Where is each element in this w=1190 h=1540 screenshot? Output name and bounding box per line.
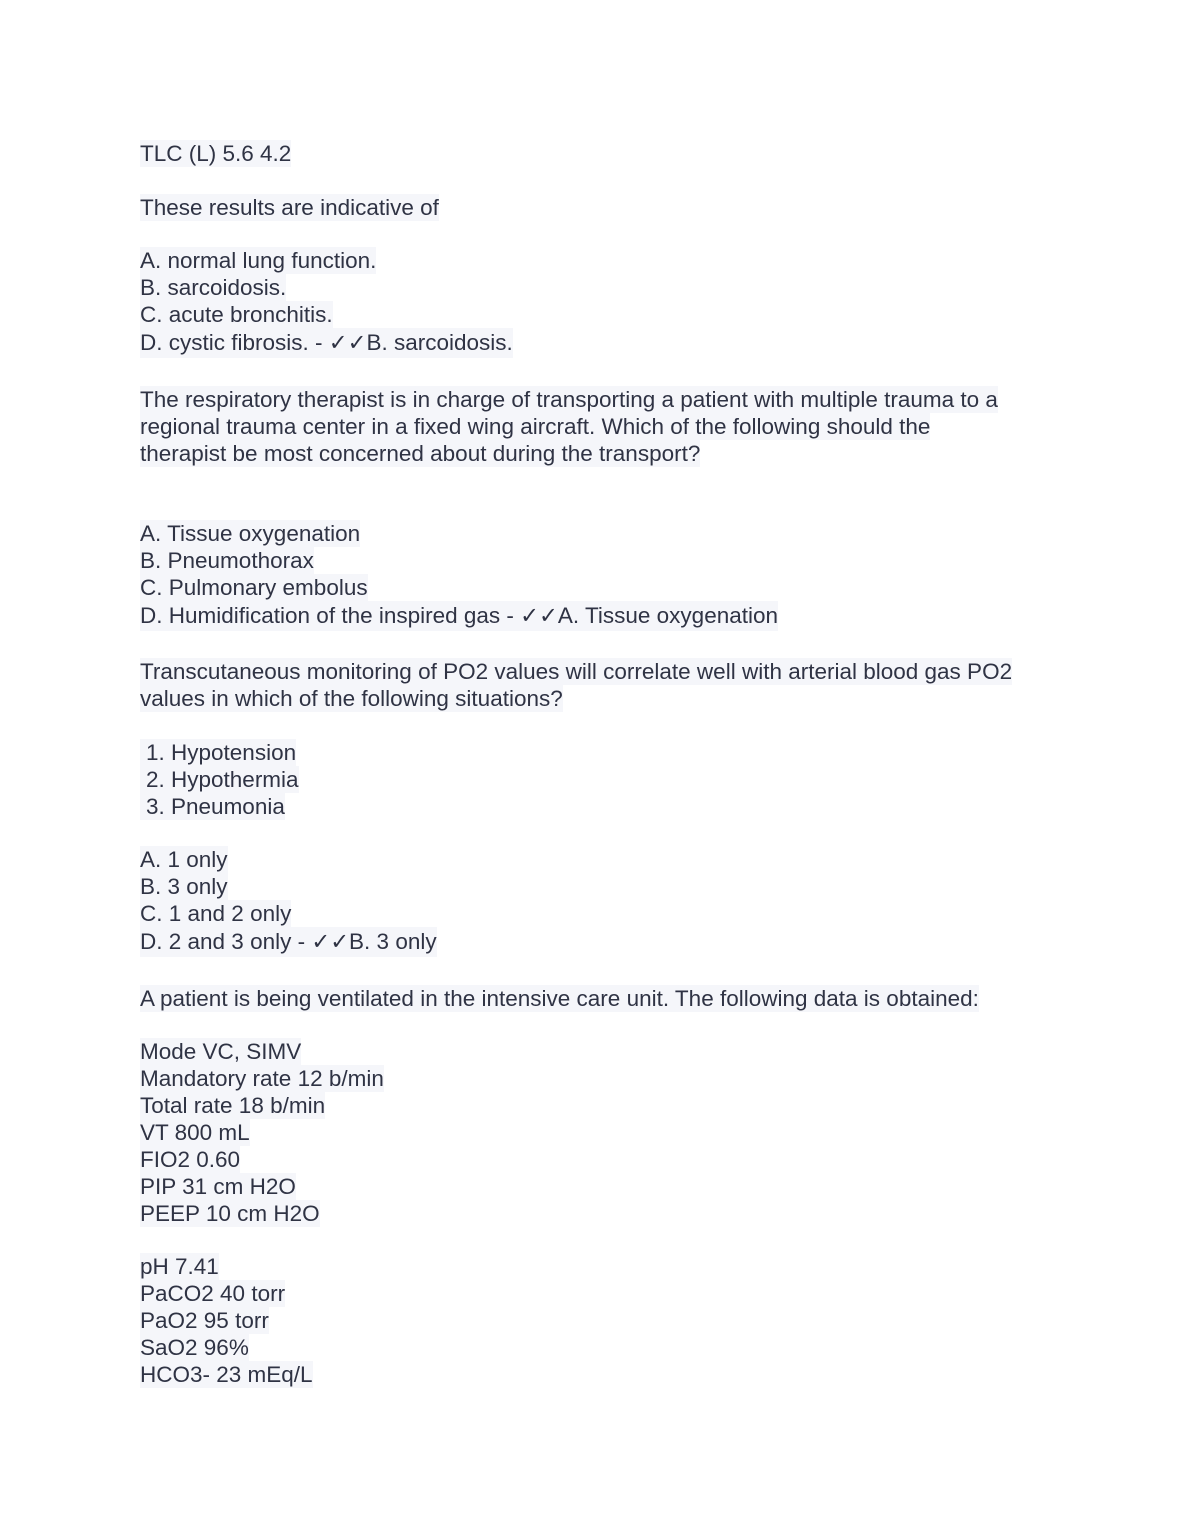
q3-numbered-item: 1. Hypotension [140,739,296,766]
q2-stem [140,386,998,467]
q4-ventilator-settings [140,1038,384,1227]
abg-sao2: SaO2 96% [140,1335,249,1360]
q3-stem-line: values in which of the following situations? [140,686,563,711]
q3-option-d-answer: D. 2 and 3 only - ✓✓B. 3 only [140,927,437,957]
setting-pip: PIP 31 cm H2O [140,1174,296,1199]
q4-abg-results [140,1253,313,1388]
q2-option-b: B. Pneumothorax [140,548,314,573]
header-line: TLC (L) 5.6 4.2 [140,141,292,166]
q3-option-c: C. 1 and 2 only [140,901,292,926]
q2-options [140,520,778,631]
q3-stem [140,658,1012,712]
setting-peep: PEEP 10 cm H2O [140,1201,320,1226]
setting-mandatory-rate: Mandatory rate 12 b/min [140,1066,384,1091]
abg-pao2: PaO2 95 torr [140,1308,269,1333]
q1-options [140,247,513,358]
q1-option-c: C. acute bronchitis. [140,302,333,327]
q2-stem-line: The respiratory therapist is in charge of transporting a patient with multiple trauma to a [140,387,998,412]
q3-numbered-item: 3. Pneumonia [140,793,285,820]
q2-option-c: C. Pulmonary embolus [140,575,368,600]
q1-option-b: B. sarcoidosis. [140,275,287,300]
q4-stem: A patient is being ventilated in the intensive care unit. The following data is obtained: [140,986,979,1011]
setting-fio2: FIO2 0.60 [140,1147,241,1172]
q3-option-a: A. 1 only [140,847,228,872]
abg-paco2: PaCO2 40 torr [140,1281,286,1306]
q3-numbered-list [140,739,299,820]
q2-stem-line: therapist be most concerned about during the transport? [140,441,701,466]
header-line-block [140,140,291,167]
q3-option-b: B. 3 only [140,874,228,899]
q4-stem-block [140,985,979,1012]
q2-option-d-answer: D. Humidification of the inspired gas - ✓✓A. Tissue oxygenation [140,601,778,631]
abg-hco3: HCO3- 23 mEq/L [140,1362,313,1387]
q3-numbered-item: 2. Hypothermia [140,766,299,793]
q2-option-a: A. Tissue oxygenation [140,521,361,546]
setting-total-rate: Total rate 18 b/min [140,1093,326,1118]
q3-options [140,846,437,957]
q2-stem-line: regional trauma center in a fixed wing aircraft. Which of the following should the [140,414,931,439]
q1-option-d-answer: D. cystic fibrosis. - ✓✓B. sarcoidosis. [140,328,513,358]
q1-stem: These results are indicative of [140,195,439,220]
q3-stem-line: Transcutaneous monitoring of PO2 values will correlate well with arterial blood gas PO2 [140,659,1013,684]
q1-stem-block [140,194,439,221]
abg-ph: pH 7.41 [140,1254,219,1279]
q1-option-a: A. normal lung function. [140,248,377,273]
setting-mode: Mode VC, SIMV [140,1039,302,1064]
setting-vt: VT 800 mL [140,1120,250,1145]
